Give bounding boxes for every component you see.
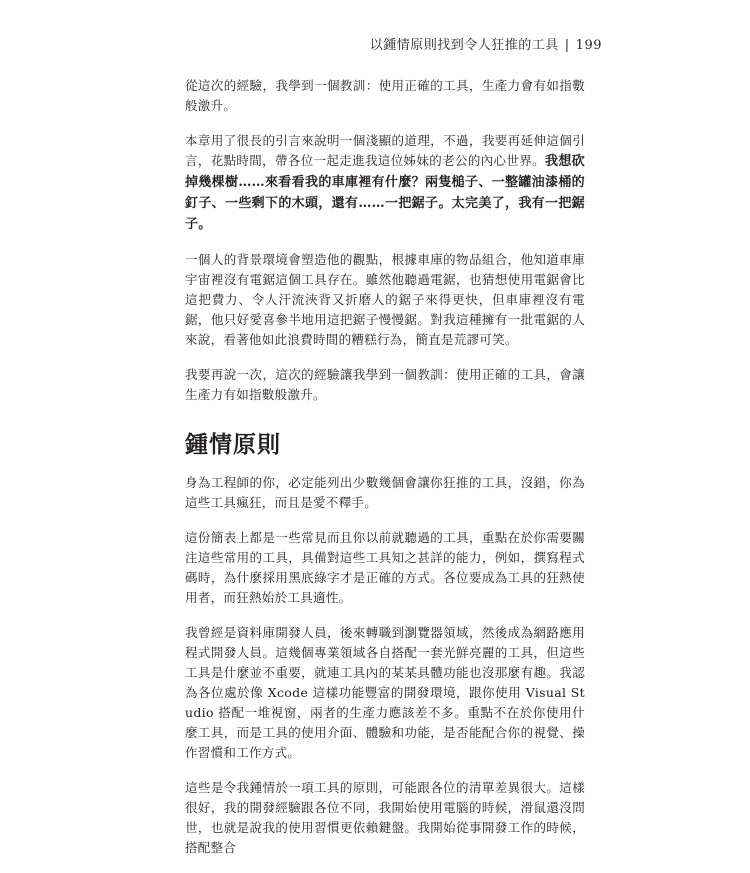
running-header	[370, 34, 602, 53]
page-number: 199	[575, 38, 602, 53]
paragraph-career: 我曾經是資料庫開發人員，後來轉職到瀏覽器領域，然後成為網路應用程式開發人員。這幾個專業領域各自搭配一套光鮮亮麗的工具，但這些工具是什麼並不重要，就連工具內的某某具體功能也沒那麼有趣。我認為各位處於像 Xcode 這樣功能豐富的開發環境，跟你使用 Visual Studio 搭配一堆視窗，兩者的生產力應該差不多。重點不在於你使用什麼工具，而是工具的使用介面、體驗和功能，是否能配合你的視覺、操作習慣和工作方式。	[185, 625, 585, 760]
quote-lead-in: 本章用了很長的引言來說明一個淺顯的道理，不過，我要再延伸這個引言，花點時間，帶各位一起走進我這位姊妹的老公的內心世界。	[185, 133, 585, 168]
paragraph-tool-list: 這份簡表上都是一些常見而且你以前就聽過的工具，重點在於你需要關注這些常用的工具，具備對這些工具知之甚詳的能力，例如，撰寫程式碼時，為什麼採用黑底綠字才是正確的方式。各位要成為工具的狂熱使用者，而狂熱始於工具適性。	[185, 530, 585, 605]
paragraph-lesson: 從這次的經驗，我學到一個教訓：使用正確的工具，生產力會有如指數般激升。	[185, 78, 585, 113]
paragraph-principles: 這些是令我鍾情於一項工具的原則，可能跟各位的清單差異很大。這樣很好，我的開發經驗跟各位不同，我開始使用電腦的時候，滑鼠還沒問世，也就是說我的使用習慣更依賴鍵盤。我開始從事開發工作的時候，搭配整合	[185, 780, 585, 855]
chapter-title: 以鍾情原則找到令人狂推的工具	[369, 38, 559, 53]
paragraph-lesson-repeat: 我要再說一次，這次的經驗讓我學到一個教訓：使用正確的工具，會讓生產力有如指數般激升。	[185, 367, 585, 402]
inner-monologue-quote: 我想砍掉幾棵樹……來看看我的車庫裡有什麼？兩隻槌子、一整罐油漆桶的釘子、一些剩下的木頭，還有……一把鋸子。太完美了，我有一把鋸子。	[185, 154, 585, 232]
paragraph-quote-intro	[185, 131, 585, 235]
page-body	[185, 76, 585, 873]
paragraph-background: 一個人的背景環境會塑造他的觀點，根據車庫的物品組合，他知道車庫宇宙裡沒有電鋸這個工具存在。雖然他聽過電鋸，也猜想使用電鋸會比這把費力、令人汗流浹背又折磨人的鋸子來得更快，但車庫裡沒有電鋸，他只好愛喜參半地用這把鋸子慢慢鋸。對我這種擁有一批電鋸的人來說，看著他如此浪費時間的糟糕行為，簡直是荒謬可笑。	[185, 252, 585, 347]
header-separator: |	[564, 38, 570, 53]
section-heading: 鍾情原則	[185, 432, 281, 458]
paragraph-engineer: 身為工程師的你，必定能列出少數幾個會讓你狂推的工具，沒錯，你為這些工具瘋狂，而且是愛不釋手。	[185, 475, 585, 510]
